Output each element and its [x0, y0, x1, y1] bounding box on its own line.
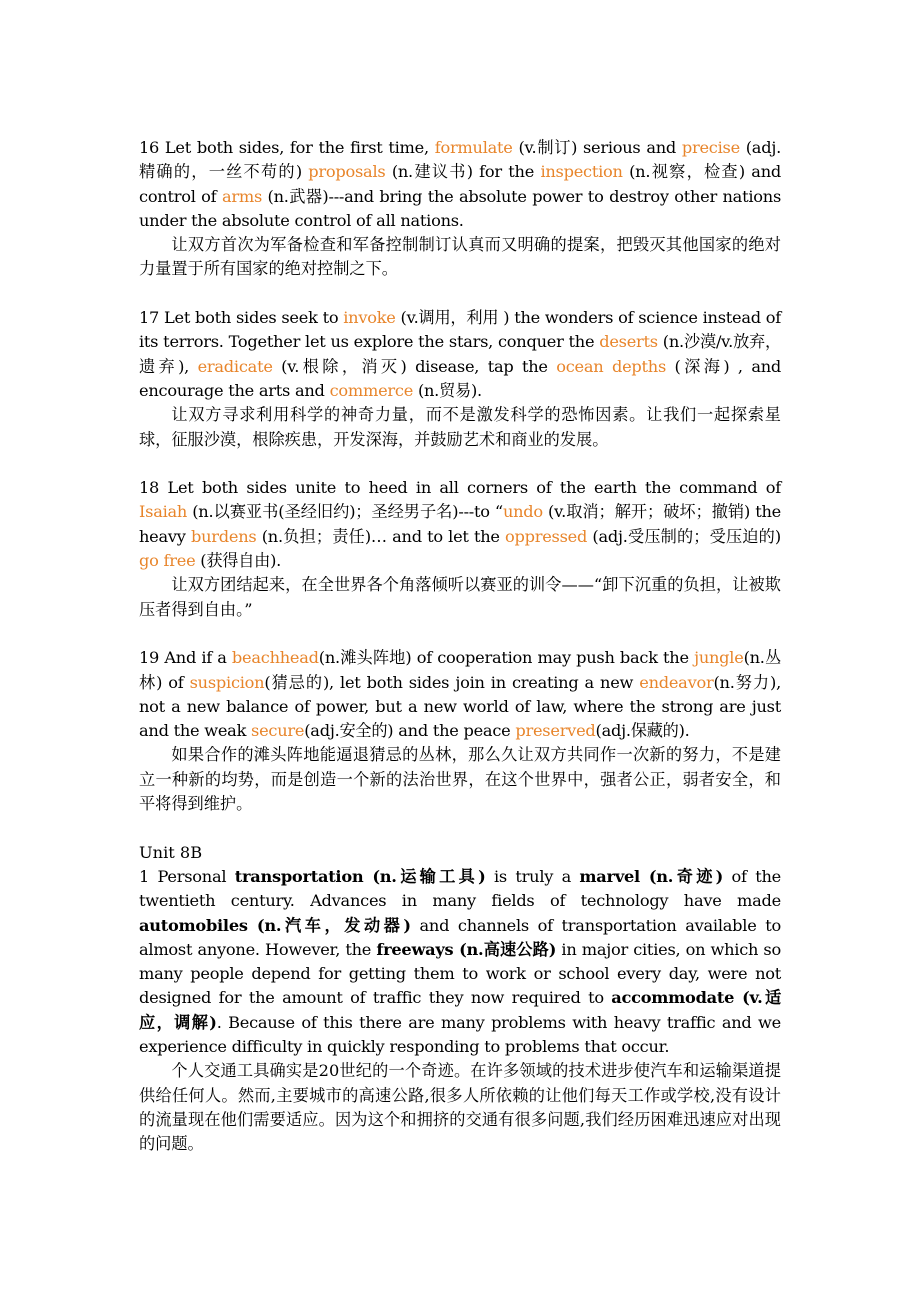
vocab-precise: precise	[681, 138, 740, 157]
text-run: (获得自由).	[195, 551, 282, 571]
text-run: 16 Let both sides, for the first time,	[139, 138, 435, 157]
vocab-jungle: jungle	[694, 648, 744, 668]
vocab-marvel: marvel (n.奇迹)	[579, 866, 724, 886]
text-run: (n.贸易).	[413, 380, 482, 400]
vocab-transportation: transportation (n.运输工具)	[234, 866, 486, 886]
vocab-inspection: inspection	[540, 162, 623, 182]
text-run: (n.沙漠/v.放弃，遗弃),	[139, 332, 781, 376]
vocab-burdens: burdens	[190, 526, 257, 546]
vocab-formulate: formulate	[434, 138, 513, 157]
text-run: in major cities, on which so many people depend for getting them to work or school every day, were not designed for the amount of traffic they now required to	[139, 939, 781, 1008]
text-run: (adj.受压制的；受压迫的)	[587, 526, 781, 546]
vocab-beachhead: beachhead	[231, 648, 319, 668]
vocab-arms: arms	[221, 186, 262, 206]
text-run: 17 Let both sides seek to	[139, 308, 344, 328]
text-run: (n.视察，检查) and control of	[139, 162, 781, 206]
paragraph-gap	[139, 622, 781, 646]
document-page	[139, 136, 781, 1156]
text-run: (v.取消；解开；破坏；撤销) the heavy	[139, 502, 781, 546]
vocab-go-free: go free	[139, 551, 196, 571]
text-run: 18 Let both sides unite to heed in all corners of the earth the command of	[139, 478, 781, 498]
vocab-suspicion: suspicion	[189, 672, 265, 692]
unit-paragraph-1-english	[139, 865, 781, 1059]
vocab-proposals: proposals	[308, 162, 386, 182]
vocab-deserts: deserts	[599, 332, 658, 352]
vocab-secure: secure	[251, 721, 305, 741]
paragraph-17-english	[139, 306, 781, 403]
paragraph-16-chinese: 让双方首次为军备检查和军备控制制订认真而又明确的提案，把毁灭其他国家的绝对力量置于所有国家的绝对控制之下。	[139, 235, 781, 279]
paragraph-gap	[139, 452, 781, 476]
vocab-undo: undo	[502, 502, 543, 522]
text-run: (猜忌的), let both sides join in creating a new	[264, 672, 640, 692]
vocab-freeways: freeways (n.高速公路)	[376, 939, 557, 959]
text-run: of the twentieth century. Advances in many fields of technology have made	[139, 866, 781, 911]
paragraph-gap	[139, 816, 781, 840]
paragraph-18-english	[139, 476, 781, 573]
vocab-accommodate: accommodate (v.适应，调解)	[139, 988, 781, 1032]
paragraph-19-english	[139, 646, 781, 743]
vocab-automobiles: automobiles (n.汽车，发动器)	[139, 915, 411, 935]
text-run: (n.努力), not a new balance of power, but a new world of law, where the strong are just and the weak	[139, 672, 782, 741]
paragraph-17-chinese: 让双方寻求利用科学的神奇力量，而不是激发科学的恐怖因素。让我们一起探索星球，征服沙漠，根除疾患，开发深海，并鼓励艺术和商业的发展。	[139, 405, 781, 449]
text-run: (adj.保藏的).	[595, 721, 690, 741]
paragraph-gap	[139, 282, 781, 306]
paragraph-19-chinese: 如果合作的滩头阵地能逼退猜忌的丛林，那么久让双方共同作一次新的努力，不是建立一种新的均势，而是创造一个新的法治世界，在这个世界中，强者公正，弱者安全，和平将得到维护。	[139, 745, 781, 814]
vocab-commerce: commerce	[329, 380, 414, 400]
text-run: (v.制订) serious and	[512, 138, 682, 157]
text-run: 19 And if a	[139, 648, 232, 668]
vocab-ocean-depths: ocean depths	[556, 356, 667, 376]
text-run: (深海) , and encourage the arts and	[139, 356, 782, 400]
text-run: (adj.精确的，一丝不苟的)	[139, 138, 781, 182]
vocab-preserved: preserved	[515, 721, 596, 741]
text-run: (n.以赛亚书(圣经旧约)；圣经男子名)---to “	[187, 502, 503, 522]
vocab-isaiah: Isaiah	[139, 502, 188, 522]
text-run: 1 Personal	[139, 866, 235, 886]
text-run: (n.建议书) for the	[385, 162, 541, 182]
vocab-oppressed: oppressed	[504, 526, 588, 546]
paragraph-16-english	[139, 136, 781, 233]
text-run: (n.滩头阵地) of cooperation may push back the	[318, 648, 695, 668]
vocab-invoke: invoke	[343, 308, 396, 328]
paragraph-18-chinese: 让双方团结起来，在全世界各个角落倾听以赛亚的训令——“卸下沉重的负担，让被欺压者得到自由。”	[139, 575, 781, 619]
unit-paragraph-1-chinese: 个人交通工具确实是20世纪的一个奇迹。在许多领域的技术进步使汽车和运输渠道提供给任何人。然而,主要城市的高速公路,很多人所依赖的让他们每天工作或学校,没有设计的流量现在他们需要适应。因为这个和拥挤的交通有很多问题,我们经历困难迅速应对出现的问题。	[139, 1061, 781, 1154]
text-run: (n.负担；责任)… and to let the	[256, 526, 505, 546]
text-run: (adj.安全的) and the peace	[304, 721, 516, 741]
text-run: (v.调用，利用 ) the wonders of science instead of its terrors. Together let us explore the stars, conquer the	[139, 308, 782, 352]
unit-heading: Unit 8B	[139, 842, 203, 862]
text-run: (n.武器)---and bring the absolute power to destroy other nations under the absolute control of all nations.	[139, 186, 781, 230]
text-run: . Because of this there are many problems with heavy traffic and we experience difficulty in quickly responding to problems that occur.	[139, 1012, 781, 1056]
vocab-endeavor: endeavor	[639, 672, 714, 692]
text-run: is truly a	[485, 866, 580, 886]
text-run: and channels of transportation available to almost anyone. However, the	[139, 915, 781, 959]
text-run: (v.根除，消灭) disease, tap the	[272, 356, 557, 376]
text-run: (n.丛林) of	[139, 648, 781, 692]
vocab-eradicate: eradicate	[197, 356, 273, 376]
